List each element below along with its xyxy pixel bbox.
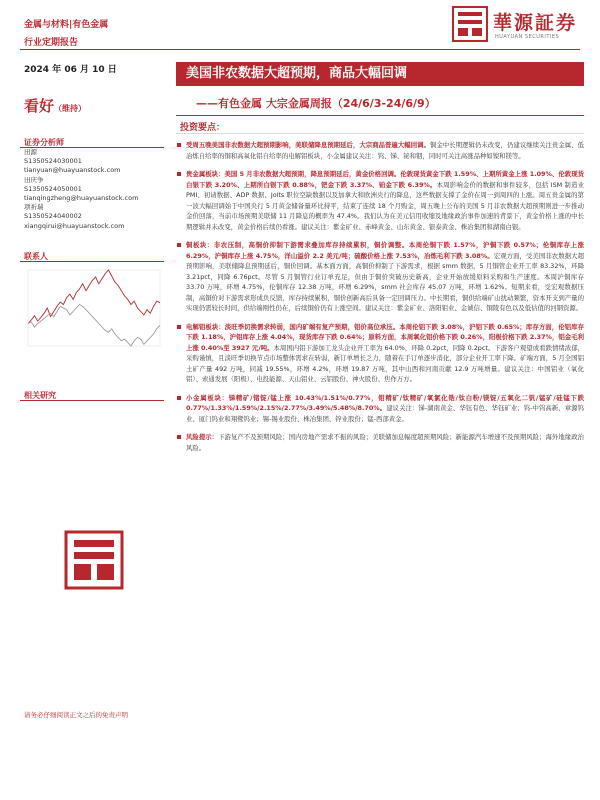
rating-label: 看好: [24, 97, 55, 115]
bullet-lead: 小金属板块：锑精矿/锗锭/锰上涨 10.43%/1.51%/0.77%，钼精矿/钛精矿/氧氯化锆/钛白粉/镁锭/五氧化二钒/锰矿/硅锰下跌 0.77%/1.33%/1.59%/2.15%/2.77%/3.49%/5.48%/8.70%。: [186, 393, 584, 412]
list-item: [176, 393, 584, 425]
bullet-lead: 受周五晚美国非农数据大超预期影响，美联储降息预期延后，大宗商品普遍大幅回调。: [186, 141, 430, 149]
company-logo-icon: [452, 6, 488, 42]
header-divider: [20, 49, 580, 50]
key-points-divider: [176, 133, 584, 134]
analyst-line: 项祈瑞: [24, 203, 44, 212]
company-logo-large-icon: [64, 530, 124, 590]
bullet-lead: 贵金属板块：美国 5 月非农数据大超预期，降息预期延后，黄金价格回调。伦敦现货黄金下跌 1.59%、上期所黄金上涨 1.09%、伦敦现货白银下跌 3.20%、上期所白银下跌 0.88%，钯金下跌 3.37%、铂金下跌 6.39%。: [186, 170, 584, 189]
chart-frame: [28, 270, 160, 346]
report-date: 2024 年 06 月 10 日: [24, 65, 117, 75]
key-points-divider: [176, 115, 584, 116]
report-subtitle: ——有色金属 大宗金属周报（24/6/3-24/6/9）: [196, 97, 436, 110]
report-title: 美国非农数据大超预期，商品大幅回调: [176, 62, 584, 86]
bullet-lead: 电解铝板块：淡旺季切换需求转弱，国内矿端有复产预期，铝价高位承压。本周伦铝下跌 3.08%，沪铝下跌 0.65%；库存方面，伦铝库存下跌 1.18%，沪铝库存上涨 4.04%，现货库存下跌 0.64%；原料方面，本周氧化铝价格下跌 0.26%，阳极价格下跌 2.37%，铝金毛利上涨 0.40%至 3927 元/吨。: [186, 322, 584, 352]
analysts-heading: 证券分析师: [24, 138, 64, 147]
analyst-line: S1350524040002: [24, 212, 82, 221]
bullet-body: 铜金中长期逻辑仍未改变，仍建议继续关注贵金属、低冶炼自给率的铜和高氧化铝自给率的电解铝板块，小金属建议关注：钨、锑、铋和铟，同时可关注高涨品种如镍和镁等。: [186, 141, 584, 160]
list-item: [176, 240, 584, 314]
analyst-line: 田源: [24, 148, 37, 156]
rating-note: （维持）: [54, 103, 87, 113]
analyst-line: S1350524030001: [24, 157, 82, 166]
report-type: 行业定期报告: [24, 38, 79, 48]
bullet-body: 建议关注：锑-湖南黄金、华钰有色、华钰矿业；钨-中钨高新、章源钨业、厦门钨业和翔鹭钨业；锡-锡业股份、株冶集团、锌业股份；锰-西部黄金。: [186, 404, 584, 423]
list-item: [176, 322, 584, 385]
company-name: 華源証券: [493, 12, 578, 34]
rating: [24, 95, 86, 116]
report-category: 金属与材料|有色金属: [24, 20, 109, 30]
key-points-list: [176, 140, 584, 461]
list-item: [176, 169, 584, 232]
bullet-lead: 风险提示：: [186, 433, 219, 441]
industry-performance-chart: [22, 264, 166, 358]
analyst-line: tianyuan@huayuanstock.com: [24, 166, 121, 175]
bullet-lead: 铜板块：非农压制，高铜价抑制下游需求叠加库存持续累积，铜价调整。本周伦铜下跌 1.57%，沪铜下跌 0.57%；伦铜库存上涨 6.29%，沪铜库存上涨 4.75%，洋山溢价 2.2 美元/吨；硫酸价格上涨 7.53%，冶炼毛利下跌 3.08%。: [186, 241, 584, 260]
analyst-line: S1350524050001: [24, 184, 82, 193]
list-item: [176, 432, 584, 453]
list-item: [176, 140, 584, 161]
analyst-line: 田庆争: [24, 175, 44, 184]
company-name-en: HUAYUAN SECURITIES: [495, 34, 560, 40]
analyst-list: [24, 148, 138, 231]
disclaimer: 请务必仔细阅读正文之后的免责声明: [24, 711, 128, 719]
bullet-body: 下游复产不及预期风险；国内房地产需求不振的风险；美联储加息幅度超预期风险；新能源汽车增速不及预期风险；海外地缘政治风险。: [186, 433, 585, 452]
bullet-body: 本周国内铝下游加工龙头企业开工率为 64.0%，环降 0.2pct，同降 0.2pct。下游客户观望或看跌情绪浓郁，采购谨慎，且淡旺季切换节点市场整体需求在转弱，新订单增长乏力，随着在手订单逐步消化，部分企业开工率下降。矿端方面，5 月全国铝土矿产量 492 万吨，同减 19.55%，环增 4.2%，环增 19.87 万吨，其中山西和河南贡献 12.9 万吨增量。建议关注：中国铝业（氧化铝）、索通发展（阳极）、电投能源、天山铝业、云铝股份、神火股份、焦作万方。: [186, 343, 585, 383]
analyst-line: xiangqirui@huayuanstock.com: [24, 221, 125, 230]
analyst-line: tianqingzheng@huayuanstock.com: [24, 194, 139, 203]
key-points-heading: 投资要点：: [180, 123, 226, 133]
bullet-body: 本周影响金价的数据和事件较多，包括 ISM 制造业 PMI、初请数据、ADP 数据、Jolts 职位空缺数据以及加拿大和欧洲央行的降息，这些数据支撑了金价在周一到周四的上涨。周五贵金属的第一波大幅回调始于中国央行 5 月黄金储备量环比持平，结束了连续 18 个月购金，周五晚上公布的美国 5 月非农数据大超预期则进一步推动金价回落，当前市场预期美联储 11 月降息的概率为 47.4%。我们认为在美元信用收缩及地缘政治事件加速的背景下，黄金价格上涨的中长期逻辑并未改变，黄金价格后续仍看涨。建议关注：紫金矿业、赤峰黄金、山东黄金、银泰黄金、株冶集团和湖南白银。: [186, 180, 584, 231]
contact-heading: 联系人: [24, 252, 48, 261]
section-divider: [20, 261, 164, 262]
section-divider: [20, 400, 164, 401]
related-research-heading: 相关研究: [24, 391, 56, 400]
bullet-body: 宏观方面，受美国非农数据大超预期影响，美联储降息预期延后，铜价回调。基本面方面，高铜价抑制了下游需求，根据 smm 数据，5 月铜管企业开工率 83.32%，环降 3.21pct，同降 6.76pct。尽管 5 月铜管行业订单充足，但由于铜价突破历史新高，企业开始放缓原料采购和生产速度。本周沪铜库存 33.70 万吨，环增 4.75%，伦铜库存 12.38 万吨，环增 6.29%，smm 社会库存 45.07 万吨，环增 1.62%。短期来看，受宏观数据压制，高铜价对下游需求形成负反馈，库存持续累积，铜价创新高后具备一定回调压力。中长期看，铜供给端矿山扰动频繁，资本开支到产量的实现仍需较长时间，供给端刚性仍在，后续铜价仍有上涨空间。建议关注：紫金矿业、洛阳钼业、金诚信、铜陵有色以及低估值的河钢资源。: [186, 251, 584, 312]
